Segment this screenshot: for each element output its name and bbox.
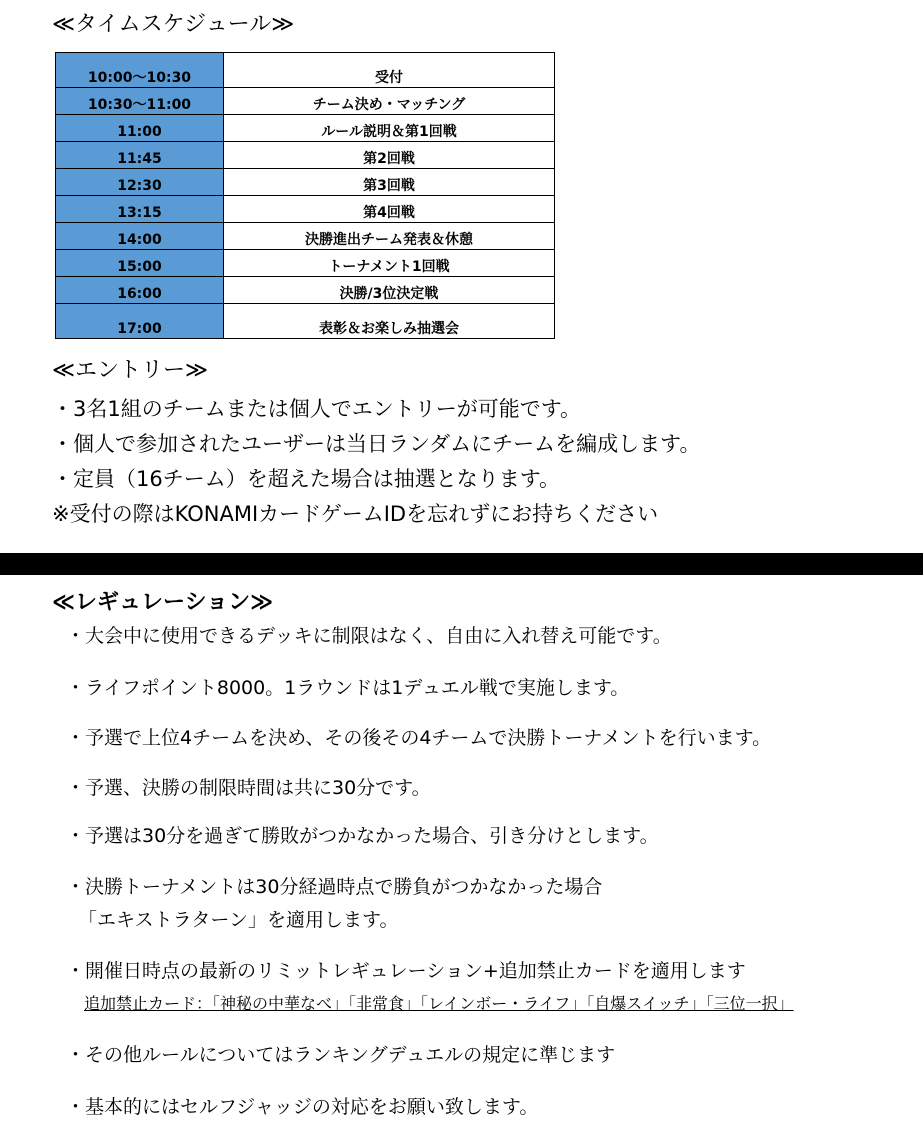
schedule-row <box>56 223 555 250</box>
schedule-time: 14:00 <box>56 223 224 250</box>
regulation-item: ・その他ルールについてはランキングデュエルの規定に準じます <box>66 1044 616 1066</box>
schedule-event: 決勝/3位決定戦 <box>224 277 555 304</box>
entry-list <box>52 392 700 532</box>
regulation-item: ・予選は30分を過ぎて勝敗がつかなかった場合、引き分けとします。 <box>66 825 659 847</box>
schedule-row <box>56 250 555 277</box>
schedule-event: チーム決め・マッチング <box>224 88 555 115</box>
schedule-row <box>56 142 555 169</box>
schedule-time: 13:15 <box>56 196 224 223</box>
regulation-item: ・基本的にはセルフジャッジの対応をお願い致します。 <box>66 1096 539 1118</box>
schedule-time: 17:00 <box>56 304 224 339</box>
schedule-heading: ≪タイムスケジュール≫ <box>52 12 295 37</box>
schedule-row <box>56 53 555 88</box>
banned-cards-note: 追加禁止カード：「神秘の中華なべ」「非常食」「レインボー・ライフ」「自爆スイッチ」「三位一択」 <box>84 994 794 1013</box>
schedule-time: 11:00 <box>56 115 224 142</box>
schedule-time: 10:00～10:30 <box>56 53 224 88</box>
regulation-heading: ≪レギュレーション≫ <box>52 590 274 615</box>
schedule-row <box>56 277 555 304</box>
schedule-row <box>56 169 555 196</box>
schedule-row <box>56 196 555 223</box>
schedule-time: 10:30～11:00 <box>56 88 224 115</box>
regulation-item: ・予選で上位4チームを決め、その後その4チームで決勝トーナメントを行います。 <box>66 727 772 749</box>
regulation-item: ・予選、決勝の制限時間は共に30分です。 <box>66 777 431 799</box>
regulation-item: ・決勝トーナメントは30分経過時点で勝負がつかなかった場合 <box>66 876 603 898</box>
schedule-event: 表彰＆お楽しみ抽選会 <box>224 304 555 339</box>
regulation-item: ・ライフポイント8000。1ラウンドは1デュエル戦で実施します。 <box>66 677 630 699</box>
schedule-event: トーナメント1回戦 <box>224 250 555 277</box>
section-divider <box>0 553 923 575</box>
schedule-event: 第3回戦 <box>224 169 555 196</box>
schedule-event: 決勝進出チーム発表＆休憩 <box>224 223 555 250</box>
entry-item: ・定員（16チーム）を超えた場合は抽選となります。 <box>52 467 561 491</box>
schedule-row <box>56 115 555 142</box>
schedule-time: 11:45 <box>56 142 224 169</box>
regulation-item-continuation: 「エキストラターン」を適用します。 <box>78 909 399 931</box>
regulation-item: ・大会中に使用できるデッキに制限はなく、自由に入れ替え可能です。 <box>66 625 672 647</box>
regulation-item: ・開催日時点の最新のリミットレギュレーション+追加禁止カードを適用します <box>66 960 746 982</box>
schedule-time: 16:00 <box>56 277 224 304</box>
schedule-time: 12:30 <box>56 169 224 196</box>
schedule-event: 第2回戦 <box>224 142 555 169</box>
entry-item: ・3名1組のチームまたは個人でエントリーが可能です。 <box>52 397 582 421</box>
schedule-event: 受付 <box>224 53 555 88</box>
entry-note: ※受付の際はKONAMIカードゲームIDを忘れずにお持ちください <box>52 502 659 526</box>
entry-heading: ≪エントリー≫ <box>52 358 209 383</box>
schedule-event: ルール説明＆第1回戦 <box>224 115 555 142</box>
schedule-row <box>56 304 555 339</box>
schedule-time: 15:00 <box>56 250 224 277</box>
schedule-table <box>55 52 555 339</box>
schedule-event: 第4回戦 <box>224 196 555 223</box>
entry-item: ・個人で参加されたユーザーは当日ランダムにチームを編成します。 <box>52 432 701 456</box>
schedule-row <box>56 88 555 115</box>
